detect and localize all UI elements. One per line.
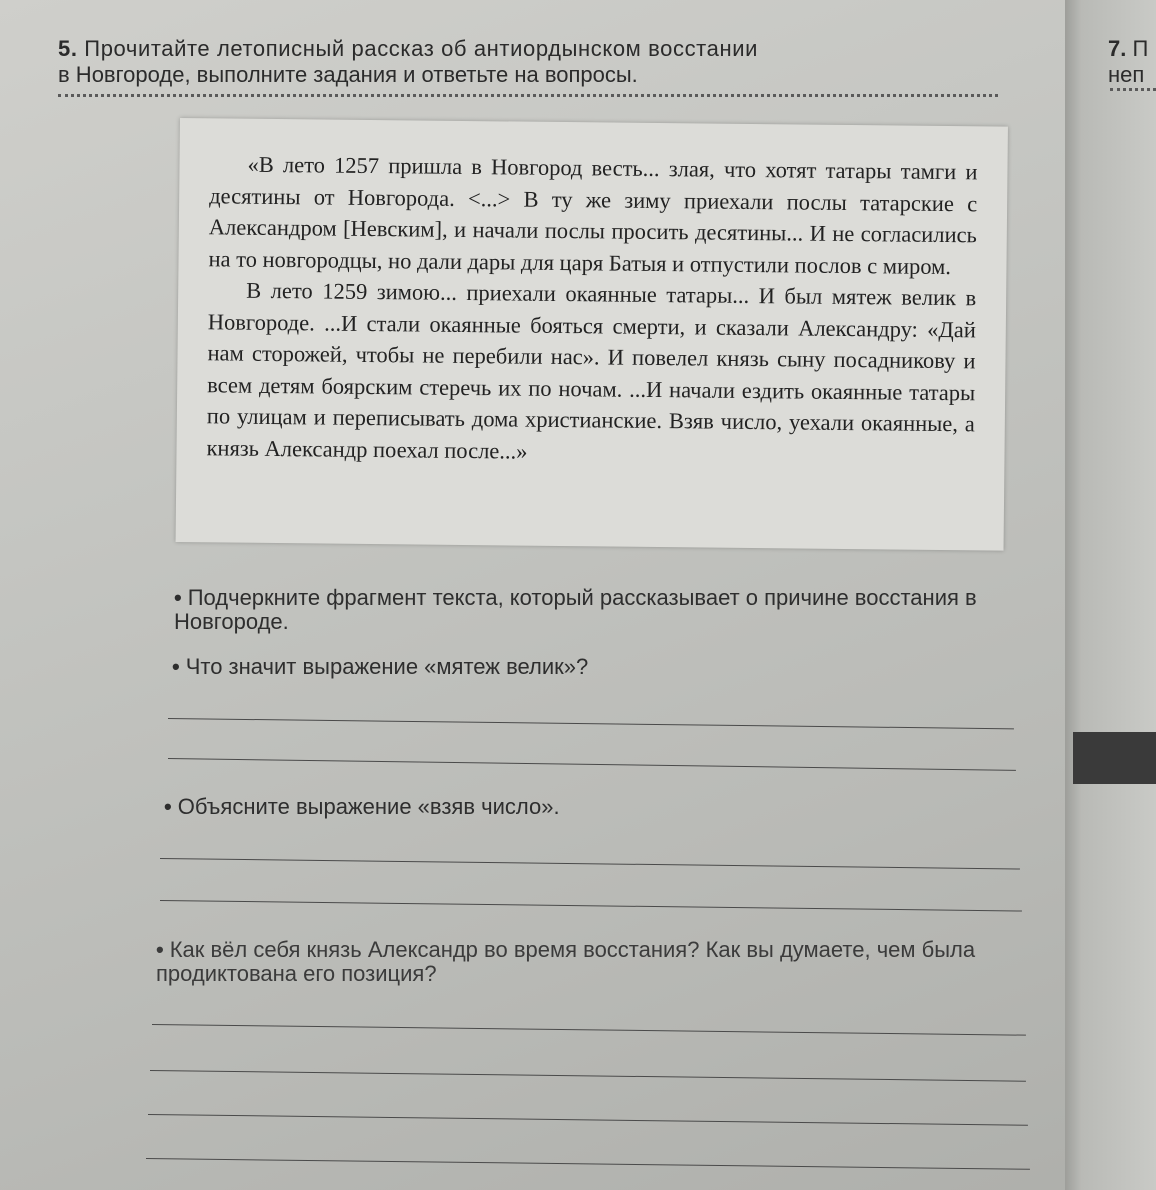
- task-number: 5.: [58, 36, 78, 61]
- task-header: [58, 36, 998, 88]
- question-text: Что значит выражение «мятеж велик»?: [185, 654, 589, 679]
- question-prince-behavior: [156, 938, 1028, 986]
- task-title-line2: в Новгороде, выполните задания и ответьте на вопросы.: [58, 62, 638, 87]
- question-text: Как вёл себя князь Александр во время восстания? Как вы думаете, чем была продиктована его позиция?: [156, 937, 976, 986]
- answer-line[interactable]: [168, 758, 1016, 771]
- bullet: •: [164, 794, 172, 819]
- answer-line[interactable]: [148, 1114, 1028, 1126]
- question-text: Объясните выражение «взяв число».: [177, 794, 560, 819]
- next-task-fragment1: П: [1132, 36, 1149, 61]
- next-task-fragment: [1108, 36, 1148, 88]
- answer-line[interactable]: [160, 900, 1022, 912]
- answer-line[interactable]: [146, 1158, 1030, 1170]
- answer-line[interactable]: [160, 858, 1020, 870]
- next-dotted-rule: [1110, 88, 1156, 91]
- answer-line[interactable]: [168, 718, 1014, 729]
- bullet: •: [174, 585, 182, 610]
- next-task-number: 7.: [1108, 36, 1127, 61]
- question-myatezh-velik: [172, 655, 1012, 679]
- answer-line[interactable]: [152, 1024, 1026, 1036]
- next-page-edge: [1065, 0, 1156, 1190]
- question-vzyav-chislo: [164, 795, 1014, 819]
- bullet: •: [172, 654, 180, 679]
- quote-paragraph-2: В лето 1259 зимою... приехали окаянные татары... И был мятеж велик в Новгороде. ...И стали окаянные бояться смерти, и сказали Александру: «Дай нам сторожей, чтобы не перебили нас». И повелел князь сыну посадникову и всем детям боярским стеречь их по ночам. ...И начали ездить окаянные татары по улицам и переписывать дома христианские. Взяв число, уехали окаянные, а князь Александр поехал после...»: [206, 277, 977, 464]
- chronicle-quote-box: [176, 118, 1008, 551]
- bullet: •: [156, 937, 164, 962]
- next-task-fragment2: неп: [1108, 62, 1145, 87]
- chronicle-quote-text: [206, 148, 977, 471]
- task-title-line1: Прочитайте летописный рассказ об антиордынском восстании: [84, 36, 758, 61]
- quote-paragraph-1: «В лето 1257 пришла в Новгород весть... злая, что хотят татары тамги и десятины от Новгорода. <...> В ту же зиму приехали послы татарские с Александром [Невским], и начали послы просить десятины... И не согласились на то новгородцы, но дали дары для царя Батыя и отпустили послов с миром.: [208, 151, 978, 279]
- question-text: Подчеркните фрагмент текста, который рассказывает о причине восстания в Новгороде.: [174, 585, 977, 634]
- question-underline-cause: [174, 586, 1010, 634]
- page-edge-tab: [1073, 732, 1156, 784]
- header-dotted-rule: [58, 94, 998, 97]
- answer-line[interactable]: [150, 1070, 1026, 1082]
